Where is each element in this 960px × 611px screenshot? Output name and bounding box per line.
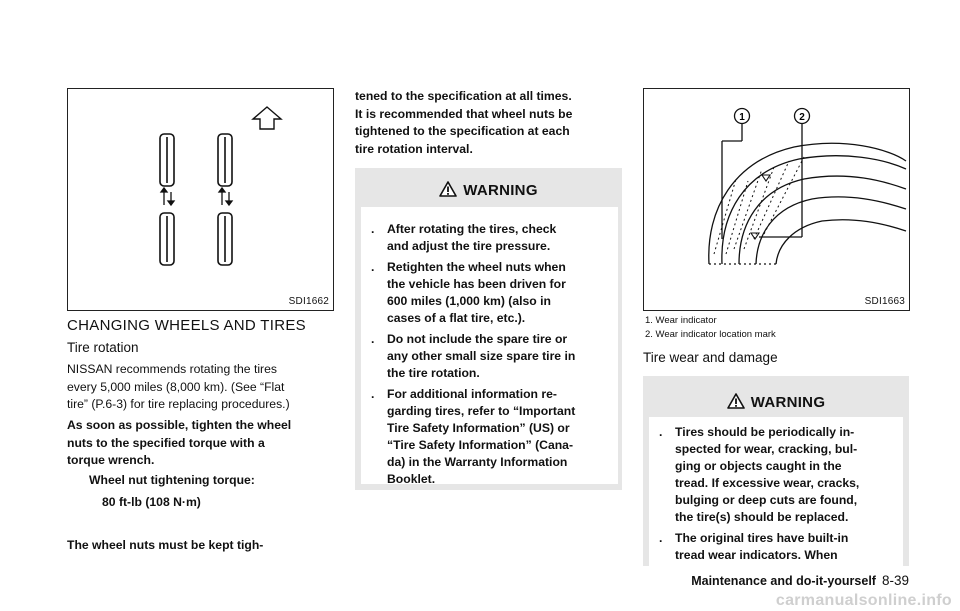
torque-value: 80 ft-lb (108 N·m): [102, 495, 201, 509]
figure-label: SDI1663: [864, 296, 905, 307]
warning-icon: [439, 181, 457, 197]
subheading: Tire wear and damage: [643, 350, 778, 365]
tire-rotation-figure: [67, 88, 334, 311]
figure-caption: 1. Wear indicator 2. Wear indicator location mark: [645, 315, 776, 340]
page-number: 8-39: [881, 573, 909, 588]
tighten-paragraph: As soon as possible, tighten the wheel nuts to the specified torque with a torque wrench.: [67, 418, 292, 467]
warning-title: WARNING: [355, 181, 622, 199]
figure-label: SDI1662: [288, 296, 329, 307]
rotation-paragraph: NISSAN recommends rotating the tires every 5,000 miles (8,000 km). (See “Flat tire” (P.6-3) for tire replacing procedures.): [67, 362, 290, 411]
location-mark-icon: [751, 175, 770, 239]
warning-icon: [727, 393, 745, 409]
warning-title: WARNING: [643, 393, 909, 411]
torque-label: Wheel nut tightening torque:: [89, 473, 255, 487]
warning-item: . After rotating the tires, check and adjust the tire pressure.: [371, 222, 557, 253]
wheel-nuts-paragraph: The wheel nuts must be kept tigh-: [67, 538, 264, 552]
continued-paragraph: tened to the specification at all times. It is recommended that wheel nuts be tightened to the specification at each tire rotation interval.: [355, 89, 573, 156]
marker-2-label: 2: [799, 112, 805, 123]
warning-item: . Tires should be periodically in- spected for wear, cracking, bul- ging or objects caught in the tread. If excessive wear, cracks, bulging or deep cuts are found, the tire(s) should be replaced.: [659, 425, 860, 524]
warning-box: [355, 168, 622, 490]
warning-list: [649, 417, 903, 566]
tread-wear-figure: [643, 88, 910, 311]
tire-rotation-diagram: [68, 89, 333, 310]
indicator-callouts: [722, 109, 810, 240]
tread-wear-diagram: [644, 89, 909, 310]
warning-list: [361, 207, 618, 484]
swap-arrows-icon: [161, 188, 232, 205]
watermark: carmanualsonline.info: [775, 592, 952, 609]
warning-item: . The original tires have built-in tread wear indicators. When: [659, 531, 849, 562]
section-heading: CHANGING WHEELS AND TIRES: [67, 317, 306, 334]
front-arrow-icon: [253, 107, 281, 129]
warning-box: [643, 376, 909, 566]
warning-item: . Retighten the wheel nuts when the vehicle has been driven for 600 miles (1,000 km) (also in cases of a flat tire, etc.).: [371, 260, 566, 325]
warning-item: . For additional information re- garding tires, refer to “Important Tire Safety Information” (US) or “Tire Safety Information” (Cana- da) in the Warranty Information Booklet.: [371, 387, 576, 486]
warning-item: . Do not include the spare tire or any other small size spare tire in the tire rotation.: [371, 332, 576, 380]
footer-section: Maintenance and do-it-yourself: [691, 574, 876, 588]
subheading: Tire rotation: [67, 340, 139, 355]
page-footer: [691, 573, 909, 588]
tire-tread-icon: [709, 143, 906, 264]
marker-1-label: 1: [739, 112, 745, 123]
